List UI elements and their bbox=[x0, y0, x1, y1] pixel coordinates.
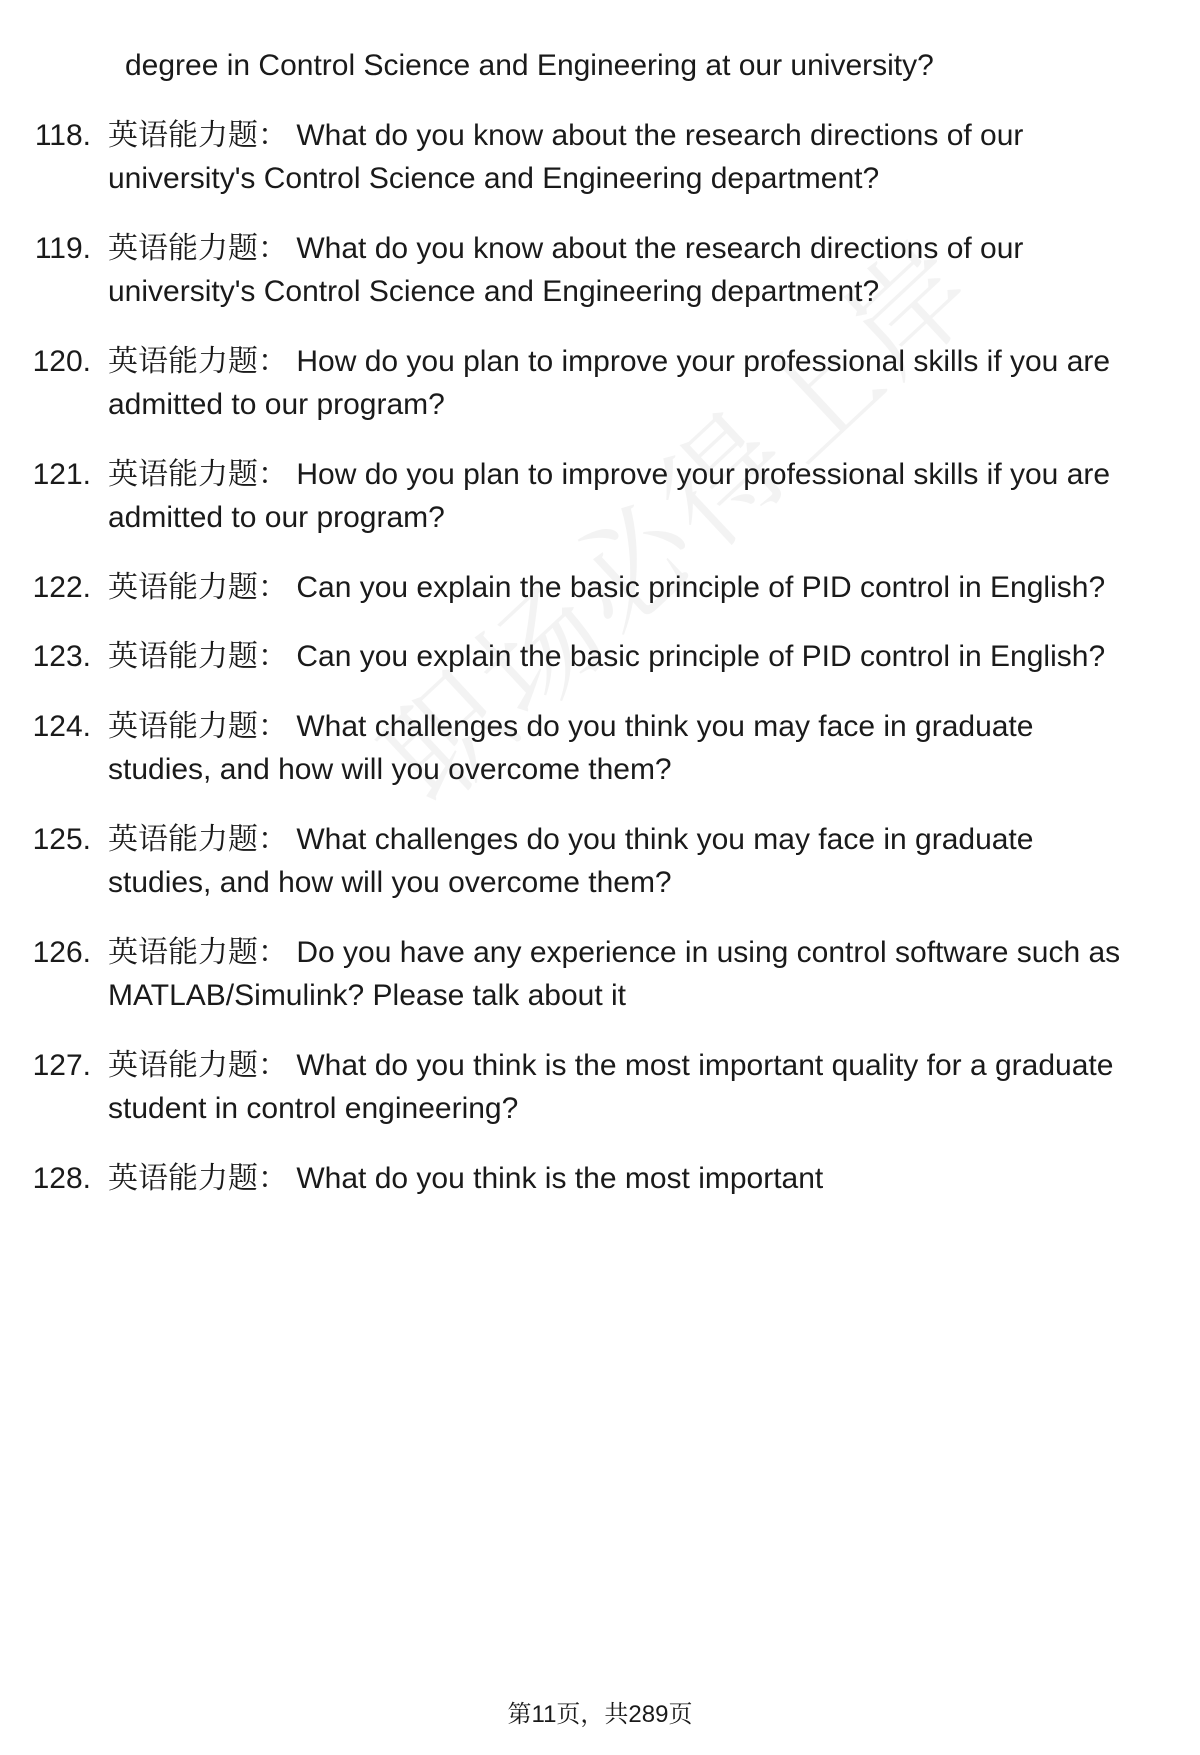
question-number: 123. bbox=[32, 640, 91, 673]
question-body: Can you explain the basic principle of PID control in English? bbox=[296, 570, 1106, 604]
question-text bbox=[108, 1157, 1140, 1201]
list-item bbox=[30, 705, 1140, 792]
question-text bbox=[108, 931, 1140, 1018]
question-text bbox=[108, 705, 1140, 792]
list-item bbox=[30, 340, 1140, 427]
question-tag: 英语能力题： bbox=[108, 640, 288, 673]
question-text bbox=[108, 566, 1140, 610]
list-item bbox=[30, 1157, 1140, 1201]
question-text bbox=[108, 340, 1140, 427]
continued-paragraph: degree in Control Science and Engineering at our university? bbox=[125, 49, 934, 82]
question-body: What do you think is the most important bbox=[296, 1161, 824, 1195]
question-body: What do you know about the research directions of our university's Control Science and Engineering department? bbox=[108, 231, 1024, 308]
list-item bbox=[30, 566, 1140, 610]
question-body: What do you know about the research directions of our university's Control Science and Engineering department? bbox=[108, 118, 1024, 195]
question-body: What do you think is the most important quality for a graduate student in control engineering? bbox=[108, 1048, 1114, 1125]
question-tag: 英语能力题： bbox=[108, 118, 288, 152]
list-item bbox=[30, 931, 1140, 1018]
question-list bbox=[30, 114, 1140, 1201]
question-body: What challenges do you think you may face in graduate studies, and how will you overcome them? bbox=[108, 709, 1034, 786]
question-number: 124. bbox=[32, 709, 91, 743]
question-number: 127. bbox=[32, 1048, 91, 1082]
list-item bbox=[30, 114, 1140, 201]
question-text bbox=[108, 114, 1140, 201]
question-number: 122. bbox=[32, 570, 91, 604]
question-body: What challenges do you think you may face in graduate studies, and how will you overcome them? bbox=[108, 822, 1034, 899]
list-item bbox=[30, 227, 1140, 314]
question-number: 118. bbox=[34, 118, 91, 152]
question-tag: 英语能力题： bbox=[108, 344, 288, 378]
question-tag: 英语能力题： bbox=[108, 709, 288, 743]
question-number: 126. bbox=[32, 935, 91, 969]
question-number: 119. bbox=[34, 231, 91, 265]
question-text bbox=[108, 635, 1140, 679]
question-tag: 英语能力题： bbox=[108, 822, 288, 856]
question-text bbox=[108, 1044, 1140, 1131]
question-body: Do you have any experience in using control software such as MATLAB/Simulink? Please talk about it bbox=[108, 935, 1121, 1012]
question-tag: 英语能力题： bbox=[108, 935, 288, 969]
question-tag: 英语能力题： bbox=[108, 1048, 288, 1082]
question-body: How do you plan to improve your professional skills if you are admitted to our program? bbox=[108, 457, 1111, 534]
question-text bbox=[108, 453, 1140, 540]
list-item bbox=[30, 635, 1140, 679]
question-number: 125. bbox=[32, 822, 91, 856]
question-tag: 英语能力题： bbox=[108, 457, 288, 491]
question-text bbox=[108, 818, 1140, 905]
question-body: How do you plan to improve your professional skills if you are admitted to our program? bbox=[108, 344, 1111, 421]
page-footer: 第11页，共289页 bbox=[507, 1701, 693, 1728]
question-number: 128. bbox=[32, 1161, 91, 1195]
question-tag: 英语能力题： bbox=[108, 1161, 288, 1195]
list-item bbox=[30, 818, 1140, 905]
question-tag: 英语能力题： bbox=[108, 570, 288, 604]
list-item bbox=[30, 453, 1140, 540]
question-number: 121. bbox=[32, 457, 91, 491]
question-number: 120. bbox=[32, 344, 91, 378]
question-tag: 英语能力题： bbox=[108, 231, 288, 265]
question-text bbox=[108, 227, 1140, 314]
list-item bbox=[30, 1044, 1140, 1131]
question-body: Can you explain the basic principle of PID control in English? bbox=[296, 640, 1106, 673]
